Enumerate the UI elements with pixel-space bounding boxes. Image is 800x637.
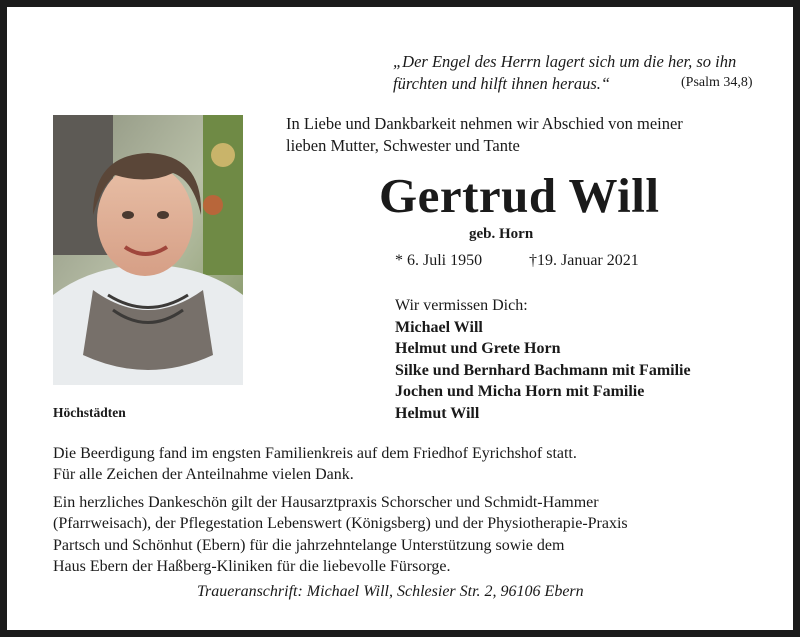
mourner-name: Jochen und Micha Horn mit Familie (395, 383, 645, 400)
intro-line-2: lieben Mutter, Schwester und Tante (286, 136, 520, 155)
thanks-line-2: (Pfarrweisach), der Pflegestation Lebenswert (Königsberg) und der Physiotherapie-Praxis (53, 515, 628, 532)
portrait-image (53, 115, 243, 385)
hometown: Höchstädten (53, 405, 126, 420)
bible-quote-line-2: fürchten und hilft ihnen heraus.“ (393, 74, 611, 93)
death-date: †19. Januar 2021 (529, 252, 639, 269)
deceased-name: Gertrud Will (379, 168, 660, 223)
mourner-name: Michael Will (395, 319, 483, 336)
mourner-name: Helmut und Grete Horn (395, 340, 561, 357)
funeral-line-2: Für alle Zeichen der Anteilnahme vielen Dank. (53, 466, 354, 483)
mourner-name: Helmut Will (395, 405, 480, 422)
born-name: geb. Horn (469, 226, 534, 242)
thanks-line-3: Partsch und Schönhut (Ebern) für die jahrzehntelange Unterstützung sowie dem (53, 537, 565, 554)
birth-date: * 6. Juli 1950 (395, 252, 483, 269)
intro-line-1: In Liebe und Dankbarkeit nehmen wir Abschied von meiner (286, 114, 683, 133)
thanks-line-1: Ein herzliches Dankeschön gilt der Hausarztpraxis Schorscher und Schmidt-Hammer (53, 494, 599, 511)
mourners-heading: Wir vermissen Dich: (395, 297, 528, 314)
mourner-name: Silke und Bernhard Bachmann mit Familie (395, 362, 691, 379)
bible-reference: (Psalm 34,8) (681, 75, 753, 90)
mourning-address: Traueranschrift: Michael Will, Schlesier Str. 2, 96106 Ebern (197, 583, 584, 600)
portrait-photo (53, 115, 243, 385)
funeral-line-1: Die Beerdigung fand im engsten Familienkreis auf dem Friedhof Eyrichshof statt. (53, 445, 577, 462)
thanks-line-4: Haus Ebern der Haßberg-Kliniken für die liebevolle Fürsorge. (53, 558, 451, 575)
bible-quote-line-1: „Der Engel des Herrn lagert sich um die her, so ihn (393, 52, 737, 71)
